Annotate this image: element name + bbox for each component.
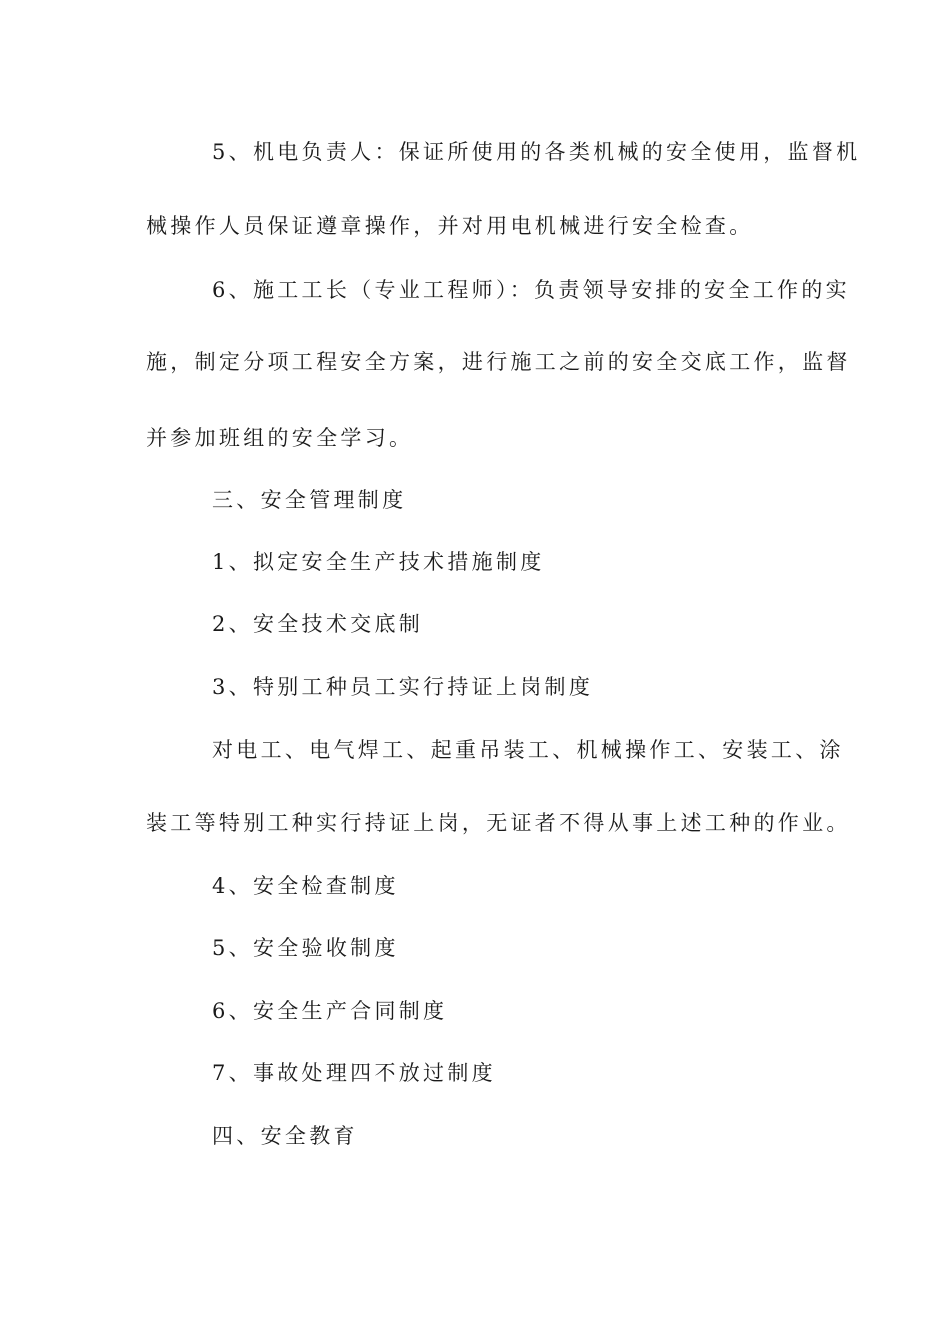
paragraph-foreman-line2: 施，制定分项工程安全方案，进行施工之前的安全交底工作，监督 <box>146 350 851 374</box>
list-item-technical-measures: 1、拟定安全生产技术措施制度 <box>212 550 545 574</box>
list-item-certified-workers: 3、特别工种员工实行持证上岗制度 <box>212 675 594 699</box>
paragraph-special-trades-line2: 装工等特别工种实行持证上岗，无证者不得从事上述工种的作业。 <box>146 811 851 835</box>
list-item-safety-contract: 6、安全生产合同制度 <box>212 999 448 1023</box>
list-item-technical-briefing: 2、安全技术交底制 <box>212 612 424 636</box>
paragraph-foreman-line3: 并参加班组的安全学习。 <box>146 426 414 450</box>
section-heading-safety-education: 四、安全教育 <box>212 1124 358 1148</box>
paragraph-special-trades-line1: 对电工、电气焊工、起重吊装工、机械操作工、安装工、涂 <box>212 738 844 762</box>
paragraph-mechanical-lead-line1: 5、机电负责人：保证所使用的各类机械的安全使用，监督机 <box>212 140 861 164</box>
list-item-safety-inspection: 4、安全检查制度 <box>212 874 399 898</box>
list-item-safety-acceptance: 5、安全验收制度 <box>212 936 399 960</box>
section-heading-safety-management: 三、安全管理制度 <box>212 488 407 512</box>
paragraph-mechanical-lead-line2: 械操作人员保证遵章操作，并对用电机械进行安全检查。 <box>146 214 754 238</box>
list-item-accident-handling: 7、事故处理四不放过制度 <box>212 1061 496 1085</box>
paragraph-foreman-line1: 6、施工工长（专业工程师）：负责领导安排的安全工作的实 <box>212 278 850 302</box>
